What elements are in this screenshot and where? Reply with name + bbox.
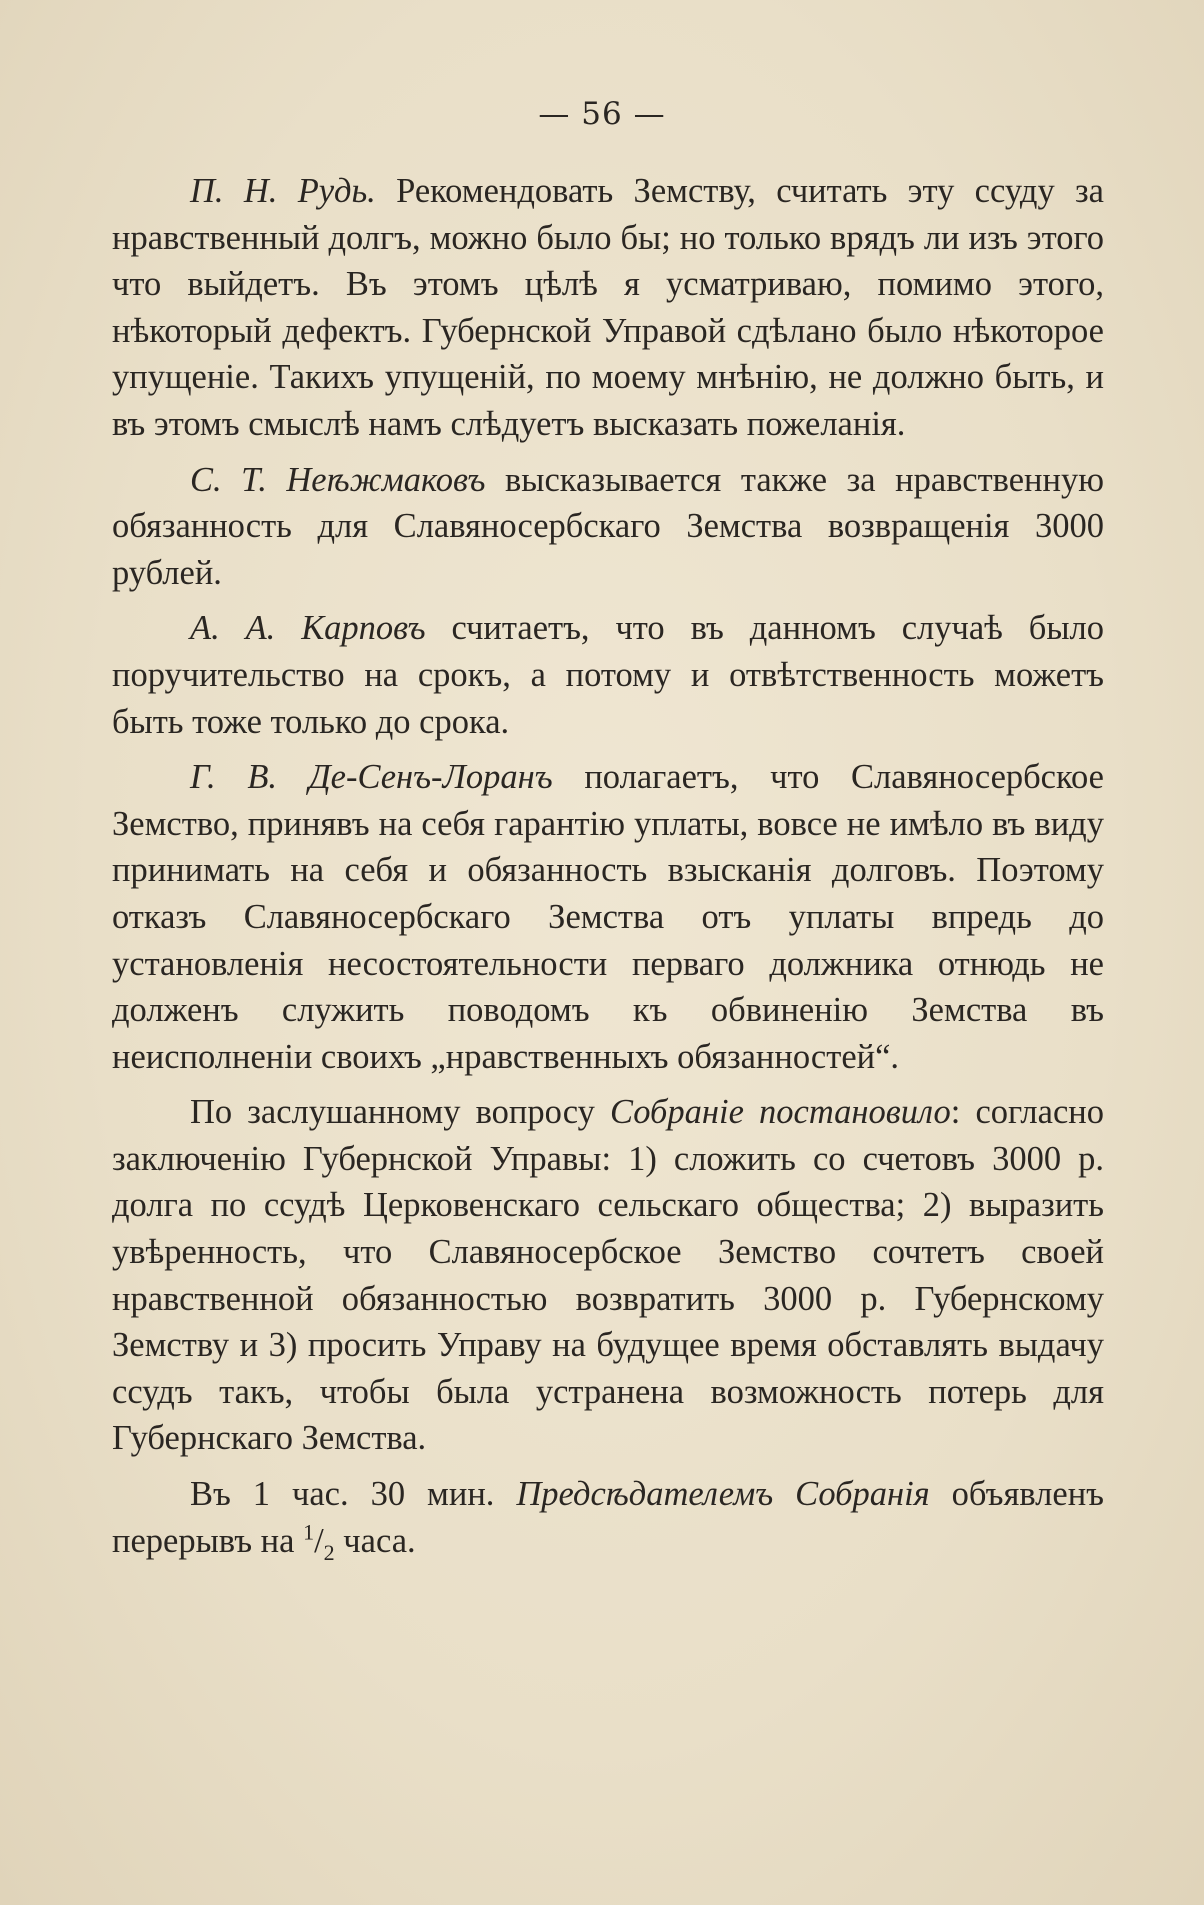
paragraph-text: считаетъ, что въ данномъ случаѣ было поручительство на срокъ, а потому и отвѣтственность можетъ быть тоже только до срока. — [112, 609, 1104, 741]
fraction-slash: / — [314, 1521, 324, 1560]
speaker-name: П. Н. Рудь. — [190, 172, 376, 210]
paragraph-text: : согласно заключенію Губернской Управы: 1) сложить со счетовъ 3000 р. долга по ссудѣ Церковенскаго сельскаго общества; 2) выразить увѣренность, что Славяносербское Земство сочтетъ своей нравственной обязанностью возвратить 3000 р. Губернскому Земству и 3) просить Управу на будущее время обставлять выдачу ссудъ такъ, чтобы была устранена возможность потерь для Губернскаго Земства. — [112, 1093, 1104, 1458]
fraction-numerator: 1 — [303, 1519, 315, 1545]
paragraph-text: полагаетъ, что Славяносербское Земство, принявъ на себя гарантію уплаты, вовсе не имѣло въ виду принимать на себя и обязанность взысканія долговъ. Поэтому отказъ Славяносербскаго Земства отъ уплаты впредь до установленія несостоятельности перваго должника отнюдь не долженъ служить поводомъ къ обвиненію Земства въ неисполненіи своихъ „нравственныхъ обязанностей“. — [112, 758, 1104, 1076]
paragraph-break — [112, 1471, 1104, 1564]
chairman-emphasis: Предсѣдателемъ Собранія — [516, 1475, 930, 1514]
body-text — [112, 168, 1104, 1573]
speaker-name: Г. В. Де-Сенъ-Лоранъ — [190, 758, 553, 797]
page-number: — 56 — — [538, 96, 666, 132]
paragraph-text-end: часа. — [334, 1521, 416, 1560]
paragraph-text: объявленъ перерывъ на — [112, 1475, 1104, 1560]
paragraph-text: Рекомендовать Земству, считать эту ссуду за нравственный долгъ, можно было бы; но только врядъ ли изъ этого что выйдетъ. Въ этомъ цѣлѣ я усматриваю, помимо этого, нѣкоторый дефектъ. Губернской Управой сдѣлано было нѣкоторое упущеніе. Такихъ упущеній, по моему мнѣнію, не должно быть, и въ этомъ смыслѣ намъ слѣдуетъ высказать пожеланія. — [112, 172, 1104, 443]
paragraph-text: высказывается также за нравственную обязанность для Славяносербскаго Земства возвращенія 3000 рублей. — [112, 460, 1104, 592]
paragraph-de-sen-loran — [112, 754, 1104, 1080]
paragraph-nezhmakov — [112, 457, 1104, 597]
paragraph-lead: Въ 1 час. 30 мин. — [190, 1475, 517, 1514]
paragraph-resolution — [112, 1089, 1104, 1462]
speaker-name: С. Т. Неѣжмаковъ — [190, 460, 486, 499]
speaker-name: А. А. Карповъ — [190, 609, 426, 648]
paragraph-rud — [112, 168, 1104, 448]
paragraph-lead: По заслушанному вопросу — [190, 1093, 610, 1132]
fraction-denominator: 2 — [323, 1539, 335, 1565]
paragraph-karpov — [112, 605, 1104, 745]
resolution-emphasis: Собраніе постановило — [610, 1093, 951, 1132]
